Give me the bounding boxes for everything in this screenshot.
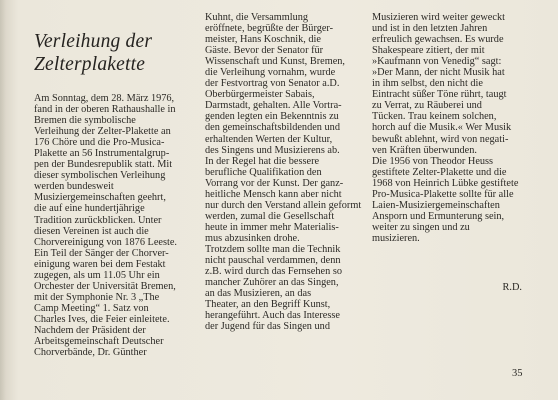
text-line: »Der Mann, der nicht Musik hat: [372, 67, 505, 79]
text-line: Charles Ives, die Feier einleitete.: [34, 313, 170, 325]
text-line: berufliche Qualifikation den: [205, 166, 322, 178]
text-column-2: [205, 12, 370, 332]
text-line: ven Kräften überwunden.: [372, 144, 477, 156]
text-line: an das Musizieren, an das: [205, 288, 312, 300]
text-line: dieser symbolischen Verleihung: [34, 170, 166, 182]
text-line: Ansporn und Ermunterung sein,: [372, 210, 505, 222]
text-line: Theater, an den Begriff Kunst,: [205, 299, 331, 311]
page-number: 35: [512, 368, 523, 379]
text-line: einigung waren bei dem Festakt: [34, 258, 166, 270]
text-line: nicht pauschal verdammen, denn: [205, 255, 341, 267]
text-line: der Jugend für das Singen und: [205, 321, 330, 333]
text-line: heitliche Mensch kann aber nicht: [205, 188, 342, 200]
text-line: Die 1956 von Theodor Heuss: [372, 155, 494, 167]
text-line: 176 Chöre und die Pro-Musica-: [34, 137, 165, 149]
text-line: Verleihung der Zelter-Plakette an: [34, 126, 171, 138]
text-line: Trotzdem sollte man die Technik: [205, 243, 341, 255]
title-line: Verleihung der: [34, 31, 153, 52]
text-line: Wissenschaft und Kunst, Bremen,: [205, 56, 345, 68]
text-line: herangeführt. Auch das Interesse: [205, 310, 340, 322]
text-line: 1968 von Heinrich Lübke gestiftete: [372, 177, 519, 189]
text-line: Pro-Musica-Plakette sollte für alle: [372, 188, 514, 200]
text-line: mancher Zuhörer an das Singen,: [205, 277, 339, 289]
text-line: Vorrang vor der Kunst. Der ganz-: [205, 177, 344, 189]
text-line: werden, zumal die Gesellschaft: [205, 210, 335, 222]
text-line: Plakette an 56 Instrumentalgrup-: [34, 148, 170, 160]
text-line: den gemeinschaftsbildenden und: [205, 122, 340, 134]
text-line: Darmstadt, gehalten. Alle Vortra-: [205, 100, 342, 112]
text-line: Tücken. Trau keinem solchen,: [372, 111, 497, 123]
text-line: meister, Hans Koschnik, die: [205, 34, 321, 46]
text-line: Musizieren wird weiter geweckt: [372, 12, 505, 23]
text-line: die Verleihung vornahm, wurde: [205, 67, 336, 79]
text-line: weiter zu singen und zu: [372, 221, 470, 233]
text-line: Tradition zurückblicken. Unter: [34, 214, 162, 226]
text-line: erfreulich gewachsen. Es wurde: [372, 34, 504, 46]
text-line: diesen Vereinen ist auch die: [34, 225, 149, 237]
text-line: zugegen, als um 11.05 Uhr ein: [34, 269, 160, 281]
text-line: Bremen die symbolische: [34, 115, 136, 127]
text-line: mit der Symphonie Nr. 3 „The: [34, 291, 160, 303]
text-line: Arbeitsgemeinschaft Deutscher: [34, 336, 164, 348]
text-line: der Festvortrag von Senator a.D.: [205, 78, 340, 90]
text-line: Laien-Musiziergemeinschaften: [372, 199, 500, 211]
text-line: Gäste. Bevor der Senator für: [205, 45, 324, 57]
text-line: z.B. wird durch das Fernsehen so: [205, 266, 342, 278]
text-line: Am Sonntag, dem 28. März 1976,: [34, 93, 175, 104]
text-line: Kuhnt, die Versammlung: [205, 12, 309, 23]
text-line: pen der Bundesrepublik statt. Mit: [34, 159, 173, 171]
text-line: Chorverbände, Dr. Günther: [34, 347, 147, 359]
author-signature: R.D.: [502, 282, 522, 293]
text-line: und ist in den letzten Jahren: [372, 23, 488, 35]
text-line: Oberbürgermeister Sabais,: [205, 89, 315, 101]
text-line: Orchester der Universität Bremen,: [34, 280, 176, 292]
text-line: nur durch den Verstand allein geformt: [205, 199, 362, 211]
text-line: bewußt ablehnt, wird von negati-: [372, 133, 509, 145]
text-line: Shakespeare zitiert, der mit: [372, 45, 485, 57]
text-line: In der Regel hat die bessere: [205, 155, 320, 167]
text-line: Camp Meeting“ 1. Satz von: [34, 302, 149, 314]
text-line: fand in der oberen Rathaushalle in: [34, 104, 176, 116]
text-column-1: [34, 93, 204, 358]
text-line: musizieren.: [372, 232, 420, 244]
text-line: eröffnete, begrüßte der Bürger-: [205, 23, 334, 35]
text-line: heute in immer mehr Materialis-: [205, 221, 339, 233]
text-line: Eintracht süßer Töne rührt, taugt: [372, 89, 507, 101]
text-line: horch auf die Musik.« Wer Musik: [372, 122, 512, 134]
text-line: in ihm selbst, den nicht die: [372, 78, 483, 90]
text-line: des Singens und Musizierens ab.: [205, 144, 340, 156]
text-line: genden legten ein Bekenntnis zu: [205, 111, 339, 123]
text-line: »Kaufmann von Venedig“ sagt:: [372, 56, 502, 68]
article-title: [34, 30, 204, 76]
text-line: Musiziergemeinschaften geehrt,: [34, 192, 166, 204]
title-line: Zelterplakette: [34, 54, 146, 75]
text-line: werden bundesweit: [34, 181, 114, 193]
text-line: gestiftete Zelter-Plakette und die: [372, 166, 507, 178]
text-line: erhaltenden Werten der Kultur,: [205, 133, 333, 145]
text-line: Ein Teil der Sänger der Chorver-: [34, 247, 169, 259]
text-line: zu Verrat, zu Räuberei und: [372, 100, 482, 112]
text-line: mus abzusinken drohe.: [205, 232, 300, 244]
text-line: Chorvereinigung von 1876 Leeste.: [34, 236, 177, 248]
text-line: Nachdem der Präsident der: [34, 324, 146, 336]
text-line: die auf eine hundertjährige: [34, 203, 145, 215]
text-column-3: [372, 12, 538, 244]
